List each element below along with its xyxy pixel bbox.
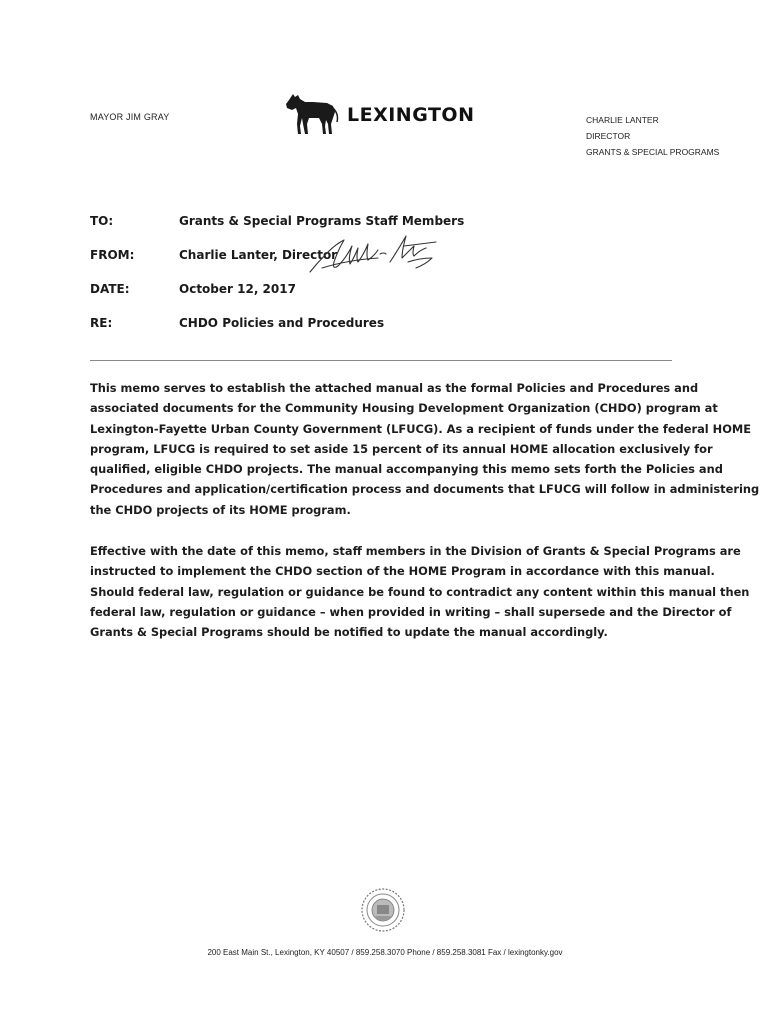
body-line: federal law, regulation or guidance – when provided in writing – shall supersede and the Director of [90, 604, 732, 619]
memo-date-label: DATE: [90, 282, 130, 296]
memo-date-value: October 12, 2017 [179, 282, 296, 296]
body-line: the CHDO projects of its HOME program. [90, 502, 351, 517]
city-seal-icon [360, 887, 406, 933]
header-divider [90, 360, 672, 361]
footer-address: 200 East Main St., Lexington, KY 40507 / 859.258.3070 Phone / 859.258.3081 Fax / lexingtonky.gov [207, 948, 563, 957]
memo-from-label: FROM: [90, 248, 135, 262]
director-title: DIRECTOR [586, 131, 631, 141]
memo-body [90, 378, 760, 664]
memo-re-value: CHDO Policies and Procedures [179, 316, 385, 330]
body-line: instructed to implement the CHDO section of the HOME Program in accordance with this manual. [90, 564, 715, 579]
signature-image [308, 232, 443, 277]
body-line: Lexington-Fayette Urban County Government (LFUCG). As a recipient of funds under the federal HOME [90, 421, 752, 436]
director-department: GRANTS & SPECIAL PROGRAMS [586, 147, 720, 157]
body-line: program, LFUCG is required to set aside 15 percent of its annual HOME allocation exclusively for [90, 441, 713, 456]
paragraph-1 [90, 378, 760, 520]
memo-re-label: RE: [90, 316, 113, 330]
director-block [586, 112, 719, 160]
director-name: CHARLIE LANTER [586, 115, 659, 125]
paragraph-2 [90, 541, 750, 642]
body-line: qualified, eligible CHDO projects. The manual accompanying this memo sets forth the Policies and [90, 462, 723, 477]
body-line: Should federal law, regulation or guidance be found to contradict any content within this manual then [90, 584, 750, 599]
body-line: Procedures and application/certification process and documents that LFUCG will follow in administering [90, 482, 760, 497]
body-line: This memo serves to establish the attached manual as the formal Policies and Procedures and [90, 381, 699, 395]
memo-from-value: Charlie Lanter, Director [179, 248, 338, 262]
memo-to-label: TO: [90, 214, 114, 228]
lexington-logo [283, 90, 493, 136]
body-line: associated documents for the Community Housing Development Organization (CHDO) program at [90, 401, 718, 416]
body-line: Grants & Special Programs should be notified to update the manual accordingly. [90, 625, 608, 640]
memo-to-value: Grants & Special Programs Staff Members [179, 214, 465, 228]
body-line: Effective with the date of this memo, staff members in the Division of Grants & Special Programs are [90, 544, 741, 559]
mayor-name: MAYOR JIM GRAY [90, 112, 170, 122]
logo-wordmark: LEXINGTON [347, 104, 475, 126]
horse-icon [283, 90, 341, 136]
